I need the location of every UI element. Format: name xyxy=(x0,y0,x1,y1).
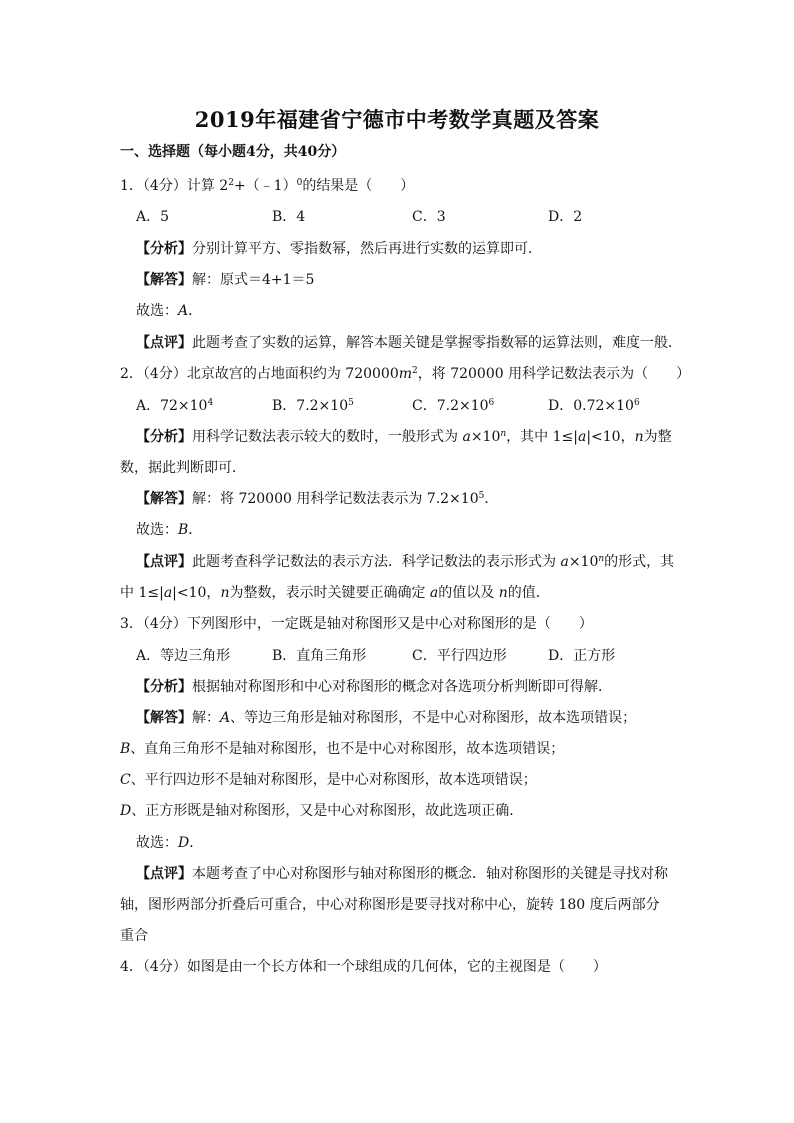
question-score: （4分） xyxy=(142,616,187,632)
question-number: 4． xyxy=(120,959,143,975)
q1-choice: 故选：A． xyxy=(136,303,203,319)
question-score: （4分） xyxy=(142,178,187,194)
q3-option-c: C．平行四边形 xyxy=(412,648,507,664)
q3-review: 【点评】本题考查了中心对称图形与轴对称图形的概念．轴对称图形的关键是寻找对称 xyxy=(136,866,668,882)
q2-analysis-cont: 数，据此判断即可． xyxy=(120,460,246,476)
question-2-stem: 2．（4分）北京故宫的占地面积约为 $720000m^2$，将 720000 用科学记数法表示为（ ） xyxy=(120,366,691,382)
q3-analysis: 【分析】根据轴对称图形和中心对称图形的概念对各选项分析判断即可得解． xyxy=(136,679,612,695)
q3-option-d: D．正方形 xyxy=(548,648,616,664)
q1-option-b: B．4 xyxy=(272,209,306,225)
q2-review-cont: 中 1≤|a|<10，n为整数，表示时关键要正确确定 a的值以及 n的值． xyxy=(120,585,550,601)
question-number: 3． xyxy=(120,616,143,632)
q2-analysis: 【分析】用科学记数法表示较大的数时，一般形式为 $a\times 10^n$，其中 1≤|a|<10，n为整 xyxy=(136,429,672,445)
question-number: 1． xyxy=(120,178,143,194)
q3-option-a: A．等边三角形 xyxy=(136,648,231,664)
q2-option-a: A．$72\times 10^4$ xyxy=(136,398,214,414)
q2-review: 【点评】此题考查科学记数法的表示方法．科学记数法的表示形式为 $a\times 10^n$的形式，其 xyxy=(136,554,675,570)
q3-answer-c: C、平行四边形不是轴对称图形，是中心对称图形，故本选项错误； xyxy=(120,772,537,788)
q3-answer-d: D、正方形既是轴对称图形，又是中心对称图形，故此选项正确． xyxy=(120,803,524,819)
question-3-stem: 3．（4分）下列图形中，一定既是轴对称图形又是中心对称图形的是（ ） xyxy=(120,616,593,632)
question-score: （4分） xyxy=(142,366,187,382)
document-title: 2019年福建省宁德市中考数学真题及答案 xyxy=(194,107,600,132)
question-score: （4分） xyxy=(142,959,187,975)
q1-analysis: 【分析】分别计算平方、零指数幂，然后再进行实数的运算即可． xyxy=(136,241,542,257)
q3-choice: 故选：D． xyxy=(136,835,204,851)
q2-answer: 【解答】解：将 720000 用科学记数法表示为 $7.2\times 10^5$． xyxy=(136,491,499,507)
q3-review-end: 重合 xyxy=(120,928,148,944)
question-number: 2． xyxy=(120,366,143,382)
q2-option-c: C．$7.2\times 10^6$ xyxy=(412,398,495,414)
q1-answer: 【解答】解：原式＝4+1＝5 xyxy=(136,272,315,288)
question-4-stem: 4．（4分）如图是由一个长方体和一个球组成的几何体，它的主视图是（ ） xyxy=(120,959,607,975)
section-heading: 一、选择题（每小题4分，共40分） xyxy=(120,144,346,160)
q1-option-c: C．3 xyxy=(412,209,446,225)
q2-option-b: B．$7.2\times 10^5$ xyxy=(272,398,354,414)
q3-review-cont: 轴，图形两部分折叠后可重合，中心对称图形是要寻找对称中心，旋转 180 度后两部分 xyxy=(120,897,660,913)
q2-choice: 故选：B． xyxy=(136,522,203,538)
q3-answer-b: B、直角三角形不是轴对称图形，也不是中心对称图形，故本选项错误； xyxy=(120,741,565,757)
q1-option-d: D．2 xyxy=(548,209,583,225)
q1-option-a: A．5 xyxy=(136,209,170,225)
q3-answer-a: 【解答】解：A、等边三角形是轴对称图形，不是中心对称图形，故本选项错误； xyxy=(136,710,637,726)
q2-option-d: D．$0.72\times 10^6$ xyxy=(548,398,640,414)
question-1-stem: 1．（4分）计算 $2^2+(﹣1)^0$的结果是（ ） xyxy=(120,178,415,194)
q3-option-b: B．直角三角形 xyxy=(272,648,367,664)
q1-review: 【点评】此题考查了实数的运算，解答本题关键是掌握零指数幂的运算法则，难度一般． xyxy=(136,335,682,351)
